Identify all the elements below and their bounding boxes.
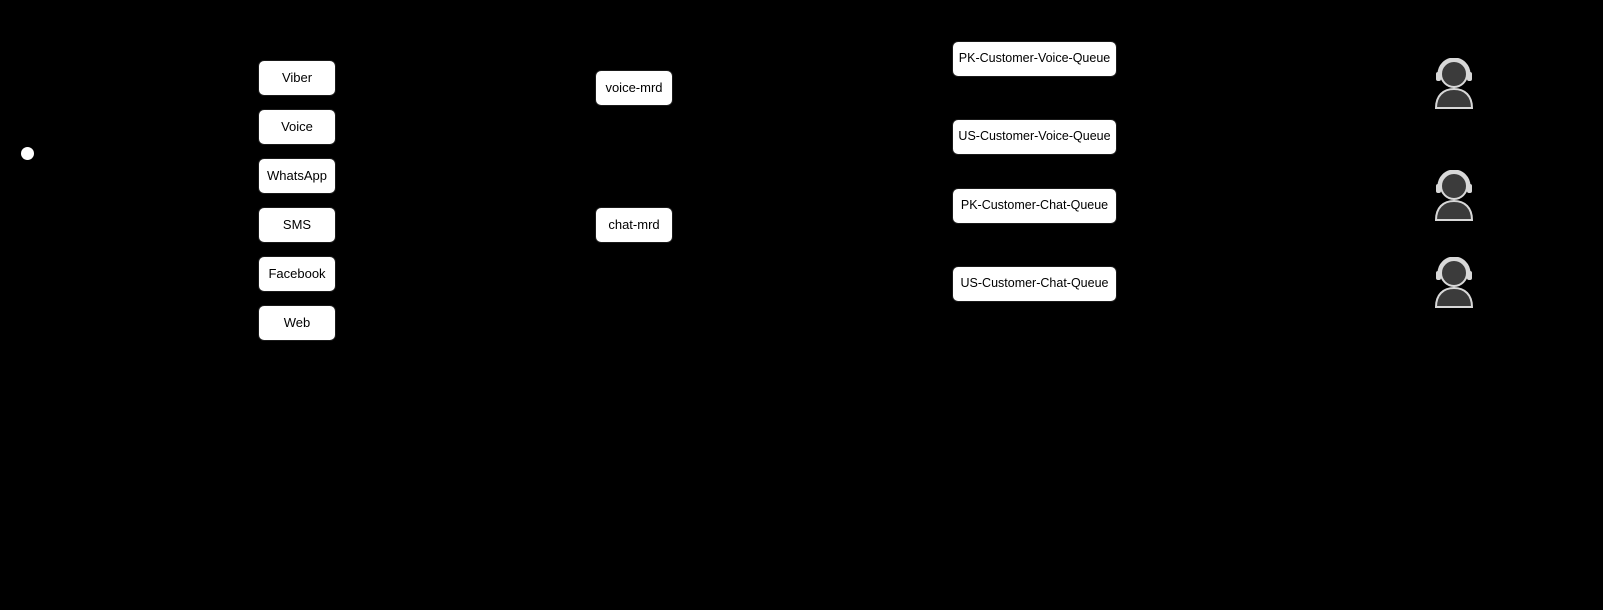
agent-avatar-1-icon <box>1431 58 1477 110</box>
channel-node-web[interactable]: Web <box>258 305 336 341</box>
source-point <box>21 147 34 160</box>
mrd-node-chat[interactable]: chat-mrd <box>595 207 673 243</box>
mrd-node-voice[interactable]: voice-mrd <box>595 70 673 106</box>
channel-node-whatsapp[interactable]: WhatsApp <box>258 158 336 194</box>
agent-avatar-2-icon <box>1431 170 1477 222</box>
channel-node-facebook[interactable]: Facebook <box>258 256 336 292</box>
queue-node-pk-chat[interactable]: PK-Customer-Chat-Queue <box>952 188 1117 224</box>
queue-node-pk-voice[interactable]: PK-Customer-Voice-Queue <box>952 41 1117 77</box>
channel-node-viber[interactable]: Viber <box>258 60 336 96</box>
channel-node-voice[interactable]: Voice <box>258 109 336 145</box>
channel-node-sms[interactable]: SMS <box>258 207 336 243</box>
agent-avatar-3-icon <box>1431 257 1477 309</box>
queue-node-us-voice[interactable]: US-Customer-Voice-Queue <box>952 119 1117 155</box>
queue-node-us-chat[interactable]: US-Customer-Chat-Queue <box>952 266 1117 302</box>
